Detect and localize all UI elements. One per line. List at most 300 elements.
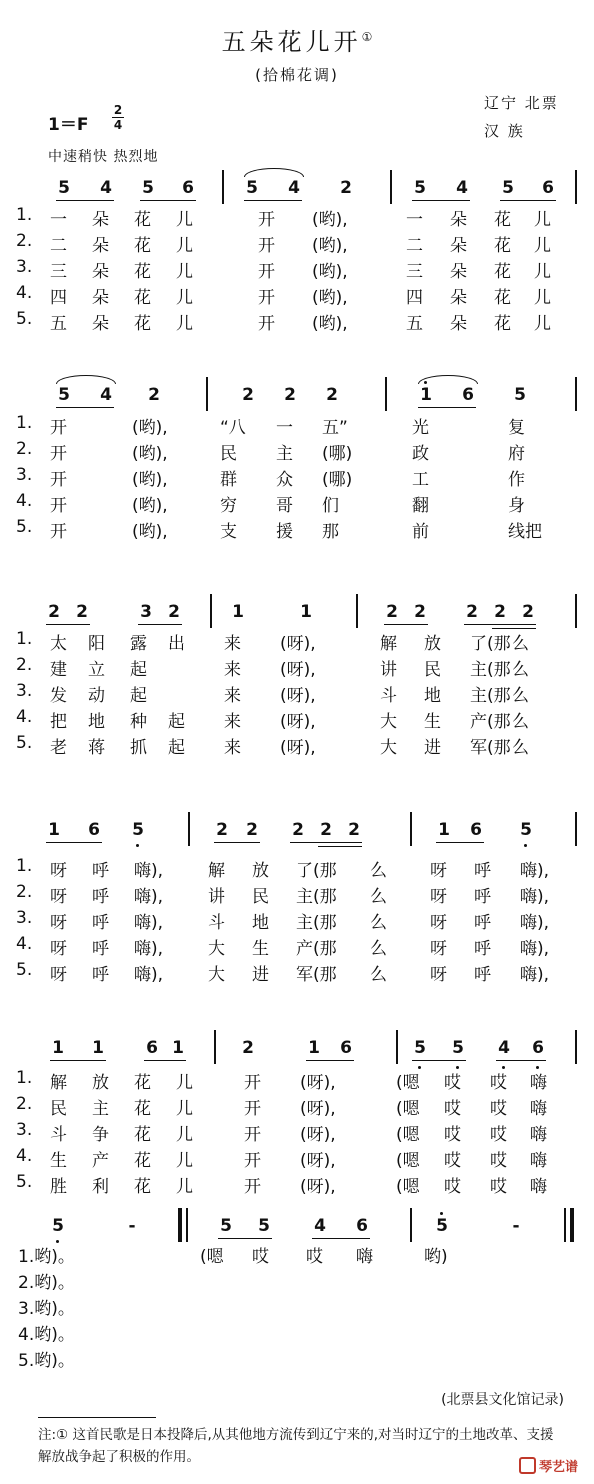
verse-ending: 3.哟)。 [18,1299,75,1319]
lyric-syllable: 穷 [220,496,237,516]
verse-number: 1. [16,1068,33,1088]
lyric-syllable: 四 [406,288,423,308]
lyric-syllable: 军(那 [470,738,511,758]
lyric-syllable: 花 [494,210,511,230]
lyric-syllable: 儿 [176,1073,193,1093]
note: 2 [414,602,426,622]
song-subtitle: (拾棉花调) [255,66,339,84]
lyric-syllable: 争 [92,1125,109,1145]
verse-ending: 5.哟)。 [18,1351,75,1371]
lyric-syllable: 呀 [50,939,67,959]
lyric-syllable: 么 [370,965,387,985]
lyric-syllable: 解 [50,1073,67,1093]
lyric-syllable: 么 [370,913,387,933]
lyric-syllable: 朵 [92,262,109,282]
lyric-syllable: 地 [424,686,441,706]
verse-ending: 2.哟)。 [18,1273,75,1293]
lyric-syllable: (哟), [312,314,348,334]
lyric-syllable: 么 [512,686,529,706]
verse-ending: 4.哟)。 [18,1325,75,1345]
verse-number: 4. [16,707,33,727]
lyric-syllable: 建 [50,660,67,680]
lyric-syllable: 么 [370,861,387,881]
lyric-syllable: 开 [50,470,67,490]
slur [244,168,304,177]
lyric-syllable: 五 [50,314,67,334]
lyric-syllable: 开 [258,236,275,256]
lyric-syllable: (嗯 [396,1073,420,1093]
lyric-syllable: 利 [92,1177,109,1197]
lyric-syllable: (哟), [312,288,348,308]
note: 1 [420,385,432,405]
note: 5 [220,1216,232,1236]
verse-ending: 1.哟)。 [18,1247,75,1267]
verse-number: 3. [16,1120,33,1140]
lyric-syllable: 援 [276,522,293,542]
lyric-syllable: 开 [50,522,67,542]
title-footnote-mark: ① [361,30,373,44]
lyric-syllable: 开 [244,1073,261,1093]
barline [385,377,387,411]
lyric-syllable: 花 [494,236,511,256]
lyric-syllable: (呀), [280,634,316,654]
lyric-syllable: 大 [208,965,225,985]
barline [390,170,392,204]
note: 2 [284,385,296,405]
lyric-syllable: 主(那 [470,660,511,680]
lyric-syllable: 种 [130,712,147,732]
lyric-syllable: 哎 [490,1151,507,1171]
lyric-syllable: 大 [380,712,397,732]
lyric-syllable: 出 [168,634,185,654]
verse-number: 2. [16,1094,33,1114]
lyric-syllable: 了(那 [296,861,337,881]
lyric-syllable: 朵 [92,236,109,256]
lyric-syllable: 嗨), [520,887,550,907]
note: 5 [52,1216,64,1236]
lyric-syllable: 主(那 [296,913,337,933]
lyric-syllable: 呼 [474,913,491,933]
lyric-syllable: 儿 [534,262,551,282]
note: 2 [292,820,304,840]
note: 2 [522,602,534,622]
underline-beam [290,842,362,843]
lyric-syllable: 呀 [430,887,447,907]
note: 5 [436,1216,448,1236]
lyric-syllable: 作 [508,470,525,490]
lyric-syllable: 朵 [92,288,109,308]
lyric-syllable: 三 [406,262,423,282]
underline-beam [318,846,362,847]
octave-dot [440,1212,443,1215]
verse-number: 2. [16,439,33,459]
barline [396,1030,398,1064]
note: 4 [456,178,468,198]
lyric-syllable: 嗨), [520,965,550,985]
lyric-syllable: 产(那 [470,712,511,732]
lyric-syllable: 开 [244,1099,261,1119]
lyric-syllable: 来 [224,738,241,758]
barline [575,812,577,846]
note: 2 [466,602,478,622]
lyric-syllable: 民 [252,887,269,907]
verse-number: 5. [16,1172,33,1192]
lyric-syllable: 生 [252,939,269,959]
lyric-syllable: 呼 [474,939,491,959]
lyric-syllable: (呀), [280,686,316,706]
note: - [512,1216,520,1236]
lyric-syllable: 花 [134,1177,151,1197]
note: 6 [340,1038,352,1058]
note: 2 [340,178,352,198]
lyric-syllable: 放 [424,634,441,654]
lyric-syllable: 花 [134,1151,151,1171]
lyric-syllable: 呼 [92,965,109,985]
verse-number: 4. [16,934,33,954]
lyric-syllable: 翻 [412,496,429,516]
note: 4 [498,1038,510,1058]
lyric-syllable: 老 [50,738,67,758]
verse-number: 1. [16,205,33,225]
note: - [128,1216,136,1236]
underline-beam [214,842,260,843]
note: 2 [348,820,360,840]
lyric-syllable: 抓 [130,738,147,758]
lyric-syllable: 哎 [490,1177,507,1197]
note: 1 [172,1038,184,1058]
record-note: (北票县文化馆记录) [441,1392,564,1408]
lyric-syllable: 起 [168,738,185,758]
lyric-syllable: 呀 [50,913,67,933]
note: 5 [520,820,532,840]
note: 4 [100,385,112,405]
lyric-syllable: 胜 [50,1177,67,1197]
lyric-syllable: 嗨 [530,1073,547,1093]
lyric-syllable: (呀), [300,1177,336,1197]
lyric-syllable: 把 [50,712,67,732]
lyric-syllable: 来 [224,712,241,732]
lyric-syllable: 一 [50,210,67,230]
lyric-syllable: (哟), [132,418,168,438]
lyric-syllable: (哟), [312,210,348,230]
lyric-syllable: 开 [50,418,67,438]
lyric-syllable: 儿 [176,1177,193,1197]
lyric-syllable: 放 [252,861,269,881]
lyric-syllable: (哟), [312,236,348,256]
lyric-syllable: 么 [512,738,529,758]
lyric-syllable: (哟), [132,444,168,464]
lyric-syllable: 光 [412,418,429,438]
note: 5 [58,385,70,405]
lyric-syllable: 花 [134,262,151,282]
lyric-syllable: 嗨), [134,965,164,985]
lyric-syllable: 哟) [424,1247,448,1267]
lyric-syllable: 开 [244,1125,261,1145]
note: 5 [514,385,526,405]
lyric-syllable: (呀), [280,660,316,680]
lyric-syllable: (呀), [280,738,316,758]
barline [410,812,412,846]
tempo-marking: 中速稍快 热烈地 [48,149,159,165]
barline [575,170,577,204]
note: 1 [308,1038,320,1058]
lyric-syllable: 朵 [450,314,467,334]
time-signature-bottom: 4 [113,118,123,132]
lyric-syllable: 解 [208,861,225,881]
verse-number: 5. [16,960,33,980]
lyric-syllable: (呀), [300,1099,336,1119]
underline-beam [56,200,114,201]
lyric-syllable: 起 [168,712,185,732]
note: 2 [246,820,258,840]
lyric-syllable: 儿 [176,236,193,256]
note: 3 [140,602,152,622]
verse-number: 4. [16,283,33,303]
lyric-syllable: 了(那 [470,634,511,654]
note: 1 [438,820,450,840]
lyric-syllable: 哎 [444,1099,461,1119]
lyric-syllable: (哟), [312,262,348,282]
verse-number: 2. [16,231,33,251]
lyric-syllable: 么 [370,939,387,959]
lyric-syllable: 讲 [208,887,225,907]
lyric-syllable: 呀 [50,861,67,881]
lyric-syllable: 朵 [450,262,467,282]
lyric-syllable: 儿 [176,1151,193,1171]
lyric-syllable: 开 [50,444,67,464]
lyric-syllable: 民 [220,444,237,464]
lyric-syllable: 复 [508,418,525,438]
lyric-syllable: 来 [224,686,241,706]
lyric-syllable: 开 [244,1177,261,1197]
note: 2 [242,385,254,405]
note: 1 [52,1038,64,1058]
lyric-syllable: 二 [406,236,423,256]
note: 4 [288,178,300,198]
lyric-syllable: 起 [130,660,147,680]
lyric-syllable: 呼 [474,965,491,985]
lyric-syllable: (哪) [322,444,353,464]
note: 2 [320,820,332,840]
note: 1 [232,602,244,622]
barline [356,594,358,628]
note: 5 [502,178,514,198]
lyric-syllable: 四 [50,288,67,308]
verse-number: 2. [16,882,33,902]
lyric-syllable: 嗨), [134,887,164,907]
note: 6 [542,178,554,198]
lyric-syllable: 民 [424,660,441,680]
underline-beam [244,200,302,201]
note: 2 [386,602,398,622]
origin-ethnic: 汉 族 [484,122,525,140]
lyric-syllable: 儿 [534,210,551,230]
title-text: 五朵花儿开 [221,28,362,56]
lyric-syllable: 呼 [474,887,491,907]
lyric-syllable: 嗨 [530,1177,547,1197]
note: 6 [146,1038,158,1058]
note: 2 [168,602,180,622]
lyric-syllable: 嗨), [520,861,550,881]
underline-beam [500,200,556,201]
verse-number: 4. [16,491,33,511]
note: 5 [58,178,70,198]
lyric-syllable: 主(那 [470,686,511,706]
lyric-syllable: 发 [50,686,67,706]
lyric-syllable: 来 [224,634,241,654]
lyric-syllable: 儿 [176,314,193,334]
lyric-syllable: 工 [412,470,429,490]
barline [575,594,577,628]
lyric-syllable: 二 [50,236,67,256]
lyric-syllable: 呼 [92,939,109,959]
lyric-syllable: 嗨 [530,1151,547,1171]
underline-beam [412,1060,466,1061]
verse-number: 3. [16,908,33,928]
verse-number: 1. [16,413,33,433]
lyric-syllable: 哎 [306,1247,323,1267]
lyric-syllable: 哎 [444,1151,461,1171]
lyric-syllable: (呀), [300,1151,336,1171]
barline [575,1030,577,1064]
note: 4 [100,178,112,198]
lyric-syllable: 嗨), [134,939,164,959]
lyric-syllable: 朵 [92,210,109,230]
lyric-syllable: 身 [508,496,525,516]
lyric-syllable: 斗 [50,1125,67,1145]
watermark-logo [519,1456,578,1475]
repeat-barline [186,1208,188,1242]
underline-beam [436,842,484,843]
lyric-syllable: 花 [134,288,151,308]
lyric-syllable: 哎 [444,1073,461,1093]
note: 6 [532,1038,544,1058]
lyric-syllable: (呀), [300,1073,336,1093]
verse-number: 3. [16,257,33,277]
lyric-syllable: (哪) [322,470,353,490]
lyric-syllable: 太 [50,634,67,654]
lyric-syllable: 哎 [490,1073,507,1093]
lyric-syllable: 儿 [534,236,551,256]
lyric-syllable: 哎 [444,1177,461,1197]
octave-dot [424,381,427,384]
repeat-barline [178,1208,182,1242]
lyric-syllable: 五 [406,314,423,334]
verse-number: 3. [16,465,33,485]
lyric-syllable: 讲 [380,660,397,680]
lyric-syllable: 主 [92,1099,109,1119]
lyric-syllable: 嗨 [356,1247,373,1267]
lyric-syllable: 么 [512,712,529,732]
octave-dot [524,844,527,847]
note: 2 [148,385,160,405]
note: 5 [142,178,154,198]
lyric-syllable: 呀 [430,913,447,933]
lyric-syllable: (嗯 [396,1125,420,1145]
lyric-syllable: 儿 [534,288,551,308]
lyric-syllable: 主 [276,444,293,464]
underline-beam [46,842,102,843]
lyric-syllable: 儿 [176,1125,193,1145]
lyric-syllable: 呀 [430,861,447,881]
lyric-syllable: 儿 [176,288,193,308]
lyric-syllable: 朵 [450,236,467,256]
lyric-syllable: 花 [134,1073,151,1093]
underline-beam [56,407,114,408]
lyric-syllable: 群 [220,470,237,490]
lyric-syllable: 朵 [450,288,467,308]
repeat-barline [564,1208,566,1242]
note: 6 [182,178,194,198]
lyric-syllable: 生 [424,712,441,732]
lyric-syllable: 哎 [490,1099,507,1119]
note: 2 [326,385,338,405]
lyric-syllable: (哟), [132,522,168,542]
lyric-syllable: 朵 [92,314,109,334]
underline-beam [140,200,196,201]
verse-number: 1. [16,629,33,649]
verse-number: 2. [16,655,33,675]
lyric-syllable: 嗨), [520,913,550,933]
lyric-syllable: 蒋 [88,738,105,758]
underline-beam [312,1238,370,1239]
underline-beam [384,624,428,625]
lyric-syllable: 进 [252,965,269,985]
lyric-syllable: “八 [220,418,246,438]
lyric-syllable: 儿 [534,314,551,334]
lyric-syllable: 产(那 [296,939,337,959]
verse-number: 5. [16,309,33,329]
lyric-syllable: 军(那 [296,965,337,985]
lyric-syllable: 花 [134,1125,151,1145]
barline [188,812,190,846]
lyric-syllable: 开 [258,262,275,282]
verse-number: 4. [16,1146,33,1166]
lyric-syllable: 呀 [50,965,67,985]
lyric-syllable: 哥 [276,496,293,516]
verse-number: 3. [16,681,33,701]
barline [410,1208,412,1242]
note: 2 [76,602,88,622]
underline-beam [418,407,476,408]
note: 5 [452,1038,464,1058]
verse-number: 5. [16,517,33,537]
lyric-syllable: 开 [50,496,67,516]
lyric-syllable: 前 [412,522,429,542]
lyric-syllable: 儿 [176,210,193,230]
lyric-syllable: 花 [134,314,151,334]
lyric-syllable: 花 [494,288,511,308]
lyric-syllable: 立 [88,660,105,680]
lyric-syllable: 放 [92,1073,109,1093]
lyric-syllable: 花 [134,1099,151,1119]
logo-icon [519,1457,536,1474]
lyric-syllable: 嗨 [530,1125,547,1145]
underline-beam [50,1060,106,1061]
underline-beam [144,1060,186,1061]
lyric-syllable: 朵 [450,210,467,230]
barline [210,594,212,628]
lyric-syllable: 府 [508,444,525,464]
lyric-syllable: 花 [134,236,151,256]
footnote: 注:① 这首民歌是日本投降后,从其他地方流传到辽宁来的,对当时辽宁的土地改革、支援解放战争起了积极的作用。 [38,1427,554,1465]
underline-beam [138,624,182,625]
note: 5 [246,178,258,198]
slur [56,375,116,384]
lyric-syllable: 们 [322,496,339,516]
note: 2 [242,1038,254,1058]
lyric-syllable: 么 [512,634,529,654]
